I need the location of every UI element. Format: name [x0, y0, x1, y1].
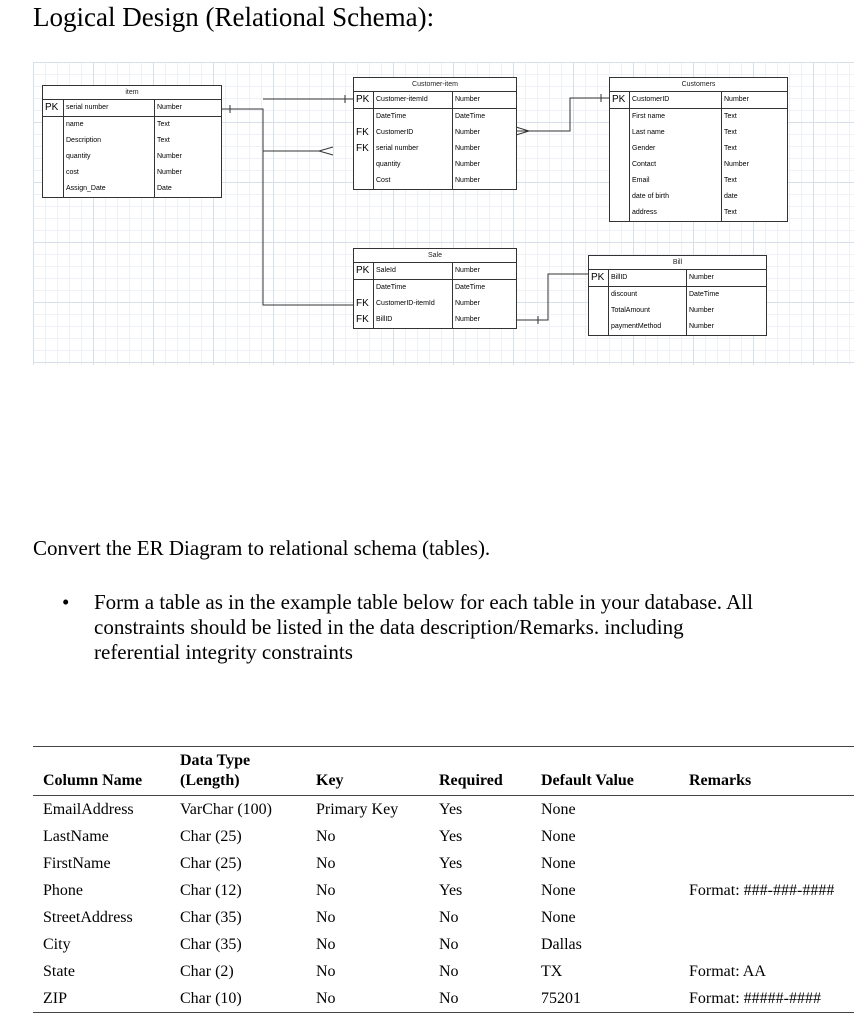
attribute-row: PK CustomerID Number: [610, 92, 787, 109]
col-header-remarks: Remarks: [679, 747, 854, 796]
attribute-row: Email Text: [632, 177, 737, 184]
rel-item-sale: [263, 151, 353, 305]
entity-item-title: item: [43, 86, 221, 100]
bullet-text: [94, 590, 849, 665]
table-row: City Char (35) No No Dallas: [43, 936, 582, 953]
attribute-row: discount DateTime: [611, 291, 720, 298]
attribute-row: FK BillID Number: [356, 314, 480, 325]
entity-customer-item-title: Customer-item: [354, 78, 516, 92]
entity-customers-title: Customers: [610, 78, 787, 92]
table-header-row: [33, 747, 854, 796]
attribute-row: Contact Number: [632, 161, 749, 168]
attribute-row: address Text: [632, 209, 737, 216]
entity-customer-item: [353, 77, 517, 190]
attribute-row: PK serial number Number: [43, 100, 221, 117]
col-header-key: Key: [306, 747, 429, 796]
attribute-row: paymentMethod Number: [611, 323, 714, 330]
attribute-row: Description Text: [66, 137, 170, 144]
bullet-line: constraints should be listed in the data description/Remarks. including: [94, 615, 684, 639]
attribute-row: Cost Number: [376, 177, 480, 184]
table-row: State Char (2) No No TX Format: AA: [43, 963, 766, 980]
page-title: Logical Design (Relational Schema):: [33, 2, 435, 32]
table-row: EmailAddress VarChar (100) Primary Key Yes None: [43, 801, 576, 818]
table-row: LastName Char (25) No Yes None: [43, 828, 576, 845]
rel-item-customer-item: [221, 109, 319, 151]
table-row: Phone Char (12) No Yes None Format: ###-###-####: [43, 882, 835, 899]
col-header-column-name: Column Name: [33, 747, 170, 796]
attribute-row: FK CustomerID-itemId Number: [356, 298, 480, 309]
table-row: StreetAddress Char (35) No No None: [43, 909, 576, 926]
rel-sale-bill: [516, 274, 588, 320]
bullet-line: referential integrity constraints: [94, 640, 353, 664]
attribute-row: Gender Text: [632, 145, 737, 152]
example-table: [33, 746, 854, 1013]
col-header-data-type: Data Type (Length): [170, 747, 306, 796]
attribute-row: Last name Text: [632, 129, 737, 136]
attribute-row: FK serial number Number: [356, 143, 480, 154]
table-row: FirstName Char (25) No Yes None: [43, 855, 576, 872]
subheading: Convert the ER Diagram to relational schema (tables).: [33, 536, 491, 560]
attribute-row: DateTime DateTime: [376, 113, 486, 120]
entity-item: [42, 85, 222, 198]
attribute-row: First name Text: [632, 113, 737, 120]
attribute-row: name Text: [66, 121, 170, 128]
attribute-row: FK CustomerID Number: [356, 127, 480, 138]
crowfoot-item-customer-item: [319, 147, 333, 155]
entity-bill: [588, 255, 767, 336]
entity-bill-title: Bill: [589, 256, 766, 270]
attribute-row: cost Number: [66, 169, 182, 176]
bullet-line: Form a table as in the example table below for each table in your database. All: [94, 590, 753, 614]
col-header-required: Required: [429, 747, 531, 796]
table-row: ZIP Char (10) No No 75201 Format: #####-####: [33, 985, 854, 1013]
attribute-row: DateTime DateTime: [376, 284, 486, 291]
attribute-row: Assign_Date Date: [66, 185, 172, 192]
attribute-row: PK Customer-itemId Number: [354, 92, 516, 109]
entity-customers: [609, 77, 788, 222]
attribute-row: quantity Number: [66, 153, 182, 160]
rel-customer-item-customers: [516, 98, 609, 131]
col-header-default-value: Default Value: [531, 747, 679, 796]
er-diagram: [33, 62, 854, 365]
attribute-row: date of birth date: [632, 193, 738, 200]
bullet-marker: •: [62, 590, 70, 614]
attribute-row: quantity Number: [376, 161, 480, 168]
attribute-row: PK SaleId Number: [354, 263, 516, 280]
entity-sale-title: Sale: [354, 249, 516, 263]
entity-sale: [353, 248, 517, 329]
attribute-row: TotalAmount Number: [611, 307, 714, 314]
attribute-row: PK BillID Number: [589, 270, 766, 287]
